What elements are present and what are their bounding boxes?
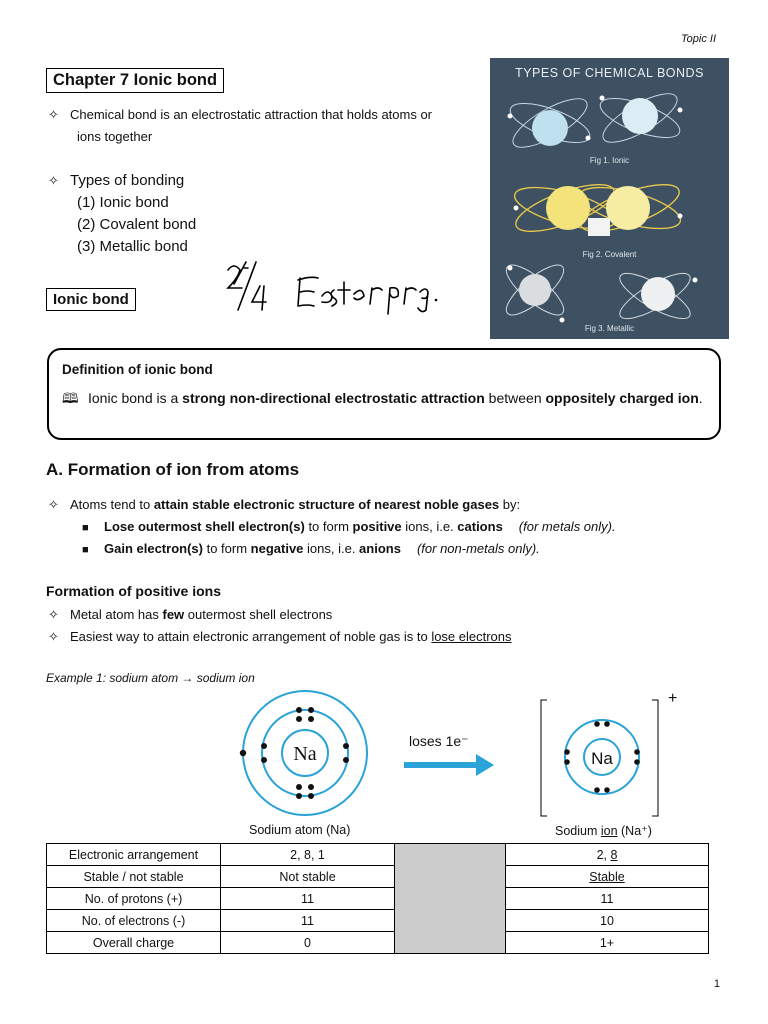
diamond-bullet-icon: ✧	[48, 107, 59, 122]
ion-caption: Sodium ion (Na⁺)	[555, 824, 652, 838]
table-cell: Not stable	[221, 866, 395, 888]
diamond-bullet-icon: ✧	[48, 607, 59, 622]
diamond-bullet-icon: ✧	[48, 497, 59, 512]
square-bullet-icon: ■	[82, 522, 89, 534]
ionic-bond-heading: Ionic bond	[46, 288, 136, 311]
table-cell: No. of protons (+)	[47, 888, 221, 910]
chemical-bonds-poster	[490, 58, 729, 339]
diamond-bullet-icon: ✧	[48, 173, 59, 188]
table-gray-column	[395, 844, 506, 954]
example-label: Example 1: sodium atom → sodium ion	[46, 671, 255, 685]
table-row	[47, 910, 709, 932]
definition-text: 🕮 Ionic bond is a strong non-directional electrostatic attraction between oppositely charged ion.	[62, 386, 710, 411]
table-cell: 11	[221, 910, 395, 932]
sodium-diagram	[232, 690, 712, 830]
poster-fig3: Fig 3. Metallic	[584, 324, 635, 333]
type-item: (2) Covalent bond	[77, 216, 197, 233]
table-cell: Overall charge	[47, 932, 221, 954]
type-item: (1) Ionic bond	[77, 194, 169, 211]
table-row	[47, 932, 709, 954]
intro-bullet-1-cont: ions together	[77, 129, 153, 144]
intro-bullet-1	[48, 104, 432, 126]
section-a-sub-1: ■ Lose outermost shell electron(s) to form positive ions, i.e. cations (for metals only).	[82, 516, 616, 539]
types-list	[48, 170, 196, 258]
table-cell: Stable	[506, 866, 709, 888]
ion-charge: +	[668, 690, 678, 707]
chapter-title: Chapter 7 Ionic bond	[46, 68, 224, 93]
arrow-label: loses 1e⁻	[409, 733, 469, 749]
type-item: (3) Metallic bond	[77, 238, 188, 255]
poster-fig1: Fig 1. Ionic	[589, 156, 630, 165]
page-number: 1	[713, 978, 720, 990]
section-a-heading: A. Formation of ion from atoms	[46, 460, 300, 479]
diamond-bullet-icon: ✧	[48, 629, 59, 644]
table-cell: 2, 8, 1	[221, 844, 395, 866]
table-cell: 11	[506, 888, 709, 910]
table-cell: Stable / not stable	[47, 866, 221, 888]
table-cell: No. of electrons (-)	[47, 910, 221, 932]
types-heading: Types of bonding	[70, 172, 185, 189]
table-cell: 0	[221, 932, 395, 954]
book-icon: 🕮	[62, 390, 79, 406]
table-cell: 11	[221, 888, 395, 910]
table-row	[47, 844, 709, 866]
section-a-bullet: ✧ Atoms tend to attain stable electronic structure of nearest noble gases by:	[48, 494, 520, 516]
poster-title: TYPES OF CHEMICAL BONDS	[515, 66, 704, 80]
positive-ions-heading: Formation of positive ions	[46, 583, 222, 599]
section-a-sub-2: ■ Gain electron(s) to form negative ions, i.e. anions (for non-metals only).	[82, 538, 540, 561]
ion-symbol: Na	[591, 749, 613, 768]
atom-caption: Sodium atom (Na)	[249, 823, 351, 837]
table-row	[47, 888, 709, 910]
atom-symbol: Na	[293, 743, 317, 765]
table-cell: 10	[506, 910, 709, 932]
intro-bullet-1-text: Chemical bond is an electrostatic attraction that holds atoms or	[70, 107, 433, 122]
comparison-table	[46, 843, 709, 954]
positive-ions-bullet-2: ✧ Easiest way to attain electronic arrangement of noble gas is to lose electrons	[48, 626, 512, 648]
table-row	[47, 866, 709, 888]
table-cell: 1+	[506, 932, 709, 954]
positive-ions-bullet-1: ✧ Metal atom has few outermost shell electrons	[48, 604, 332, 626]
table-cell: Electronic arrangement	[47, 844, 221, 866]
poster-atoms-art	[490, 58, 729, 339]
table-cell: 2, 8	[506, 844, 709, 866]
square-bullet-icon: ■	[82, 544, 89, 556]
definition-title: Definition of ionic bond	[62, 362, 213, 377]
handwritten-note	[222, 258, 442, 318]
poster-fig2: Fig 2. Covalent	[582, 250, 637, 259]
topic-label: Topic II	[680, 33, 716, 45]
